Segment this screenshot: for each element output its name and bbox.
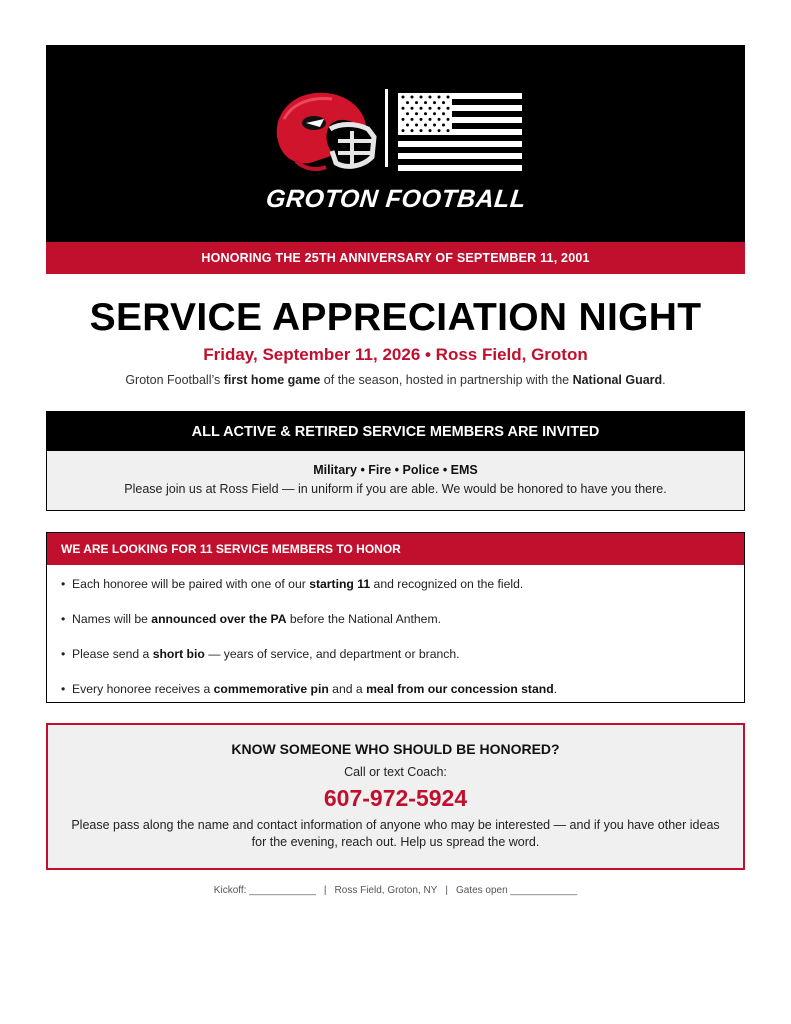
flag-star (402, 118, 405, 121)
invite-service-groups: Military • Fire • Police • EMS (313, 463, 478, 477)
flag-star (447, 129, 450, 132)
flag-star (411, 118, 414, 121)
coach-phone-number: 607-972-5924 (323, 785, 468, 811)
header-banner (46, 45, 745, 242)
flag-star (406, 124, 409, 127)
honor-heading: WE ARE LOOKING FOR 11 SERVICE MEMBERS TO HONOR (47, 533, 744, 565)
flag-star (433, 124, 436, 127)
flag-star (402, 129, 405, 132)
flag-star (447, 96, 450, 99)
flag-star (406, 112, 409, 115)
flag-star (433, 112, 436, 115)
invite-panel (46, 411, 745, 511)
logo-divider (385, 89, 388, 167)
flag-star (424, 101, 427, 104)
contact-panel (46, 723, 745, 870)
footer-separator: | (445, 885, 448, 896)
contact-heading: KNOW SOMEONE WHO SHOULD BE HONORED? (231, 741, 560, 757)
flag-star (415, 112, 418, 115)
honor-panel (46, 532, 745, 703)
flag-star (438, 129, 441, 132)
flag-star (415, 124, 418, 127)
contact-call-label: Call or text Coach: (344, 765, 447, 779)
american-flag-icon (398, 93, 522, 171)
flag-star (411, 107, 414, 110)
flag-star (429, 107, 432, 110)
list-item: • Names will be announced over the PA before the National Anthem. (61, 612, 441, 626)
footer-separator: | (323, 885, 327, 896)
football-helmet-icon (270, 89, 382, 175)
flag-star (411, 96, 414, 99)
flag-star (447, 118, 450, 121)
flag-star (433, 101, 436, 104)
contact-note: Please pass along the name and contact information of anyone who may be interested — and if you have other ideas for the evening, reach out. Help us spread the word. (71, 818, 720, 849)
flag-star (438, 107, 441, 110)
event-date-location: Friday, September 11, 2026 • Ross Field, Groton (203, 345, 588, 364)
flag-star (429, 129, 432, 132)
flag-star (402, 96, 405, 99)
footer-location: Ross Field, Groton, NY (334, 885, 438, 896)
flag-star (442, 112, 445, 115)
flag-star (402, 107, 405, 110)
flag-star (406, 101, 409, 104)
flag-star (424, 124, 427, 127)
invite-heading: ALL ACTIVE & RETIRED SERVICE MEMBERS ARE INVITED (47, 412, 744, 451)
flag-star (429, 118, 432, 121)
flag-star (442, 124, 445, 127)
list-item: • Each honoree will be paired with one of our starting 11 and recognized on the field. (61, 577, 524, 591)
kickoff-field: Kickoff: ____________ (213, 885, 316, 896)
flag-star (438, 118, 441, 121)
list-item: • Every honoree receives a commemorative pin and a meal from our concession stand. (61, 682, 558, 696)
flag-star (420, 118, 423, 121)
flag-star (447, 107, 450, 110)
flag-star (415, 101, 418, 104)
page-title: SERVICE APPRECIATION NIGHT (89, 296, 702, 339)
flag-star (438, 96, 441, 99)
honor-list (47, 567, 744, 707)
flag-star (420, 96, 423, 99)
footer-details (0, 885, 791, 896)
flag-star (424, 112, 427, 115)
flag-star (420, 129, 423, 132)
anniversary-ribbon: HONORING THE 25TH ANNIVERSARY OF SEPTEMBER 11, 2001 (46, 242, 745, 274)
team-brand-name: GROTON FOOTBALL (264, 185, 528, 213)
invite-message: Please join us at Ross Field — in uniform if you are able. We would be honored to have you there. (124, 482, 667, 496)
list-item: • Please send a short bio — years of service, and department or branch. (61, 647, 460, 661)
gates-open-field: Gates open ____________ (455, 885, 578, 896)
flag-star (411, 129, 414, 132)
flag-star (429, 96, 432, 99)
flag-star (420, 107, 423, 110)
flag-star (442, 101, 445, 104)
event-intro: Groton Football’s first home game of the season, hosted in partnership with the National Guard. (125, 373, 666, 387)
